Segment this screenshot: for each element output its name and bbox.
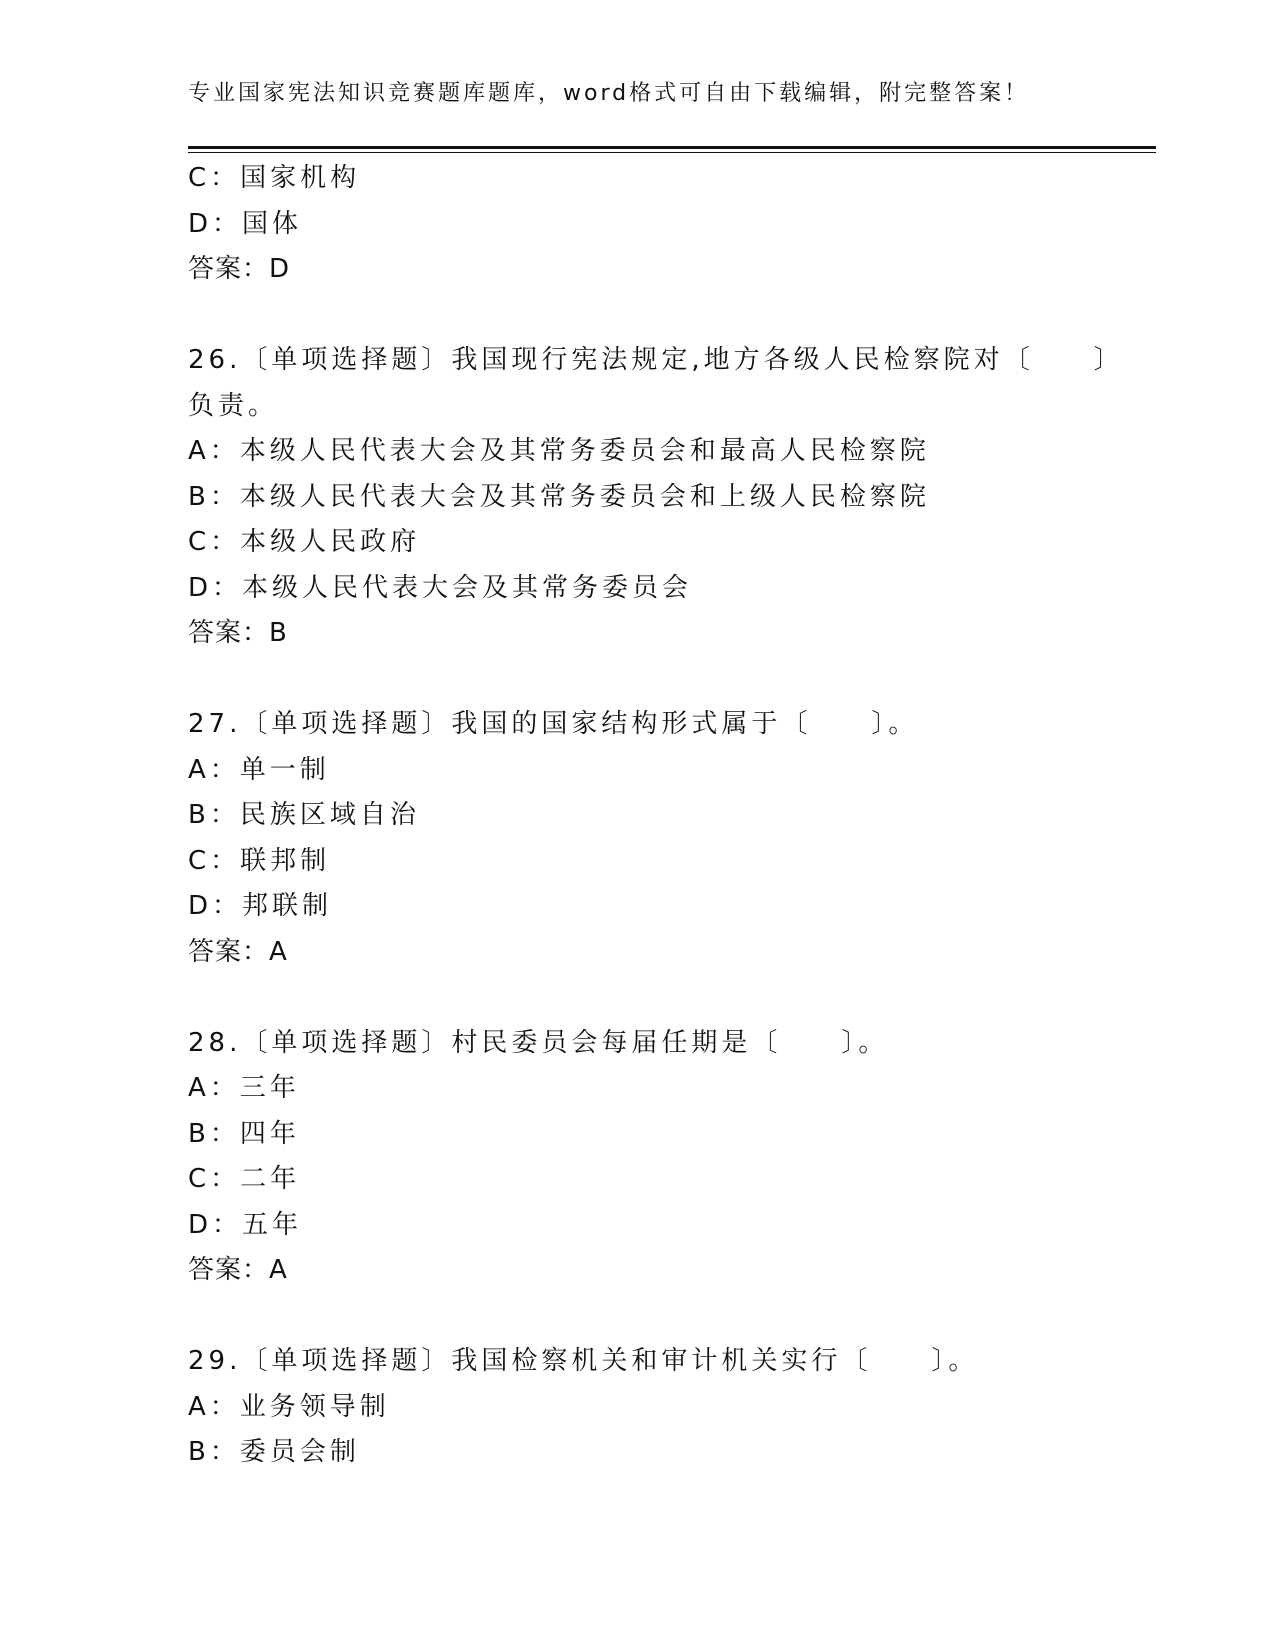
option-d: D：国体 [188,208,303,239]
question-27-stem: 27.〔单项选择题〕我国的国家结构形式属于〔 〕。 [188,709,919,739]
question-28-stem: 28.〔单项选择题〕村民委员会每届任期是〔 〕。 [188,1027,889,1058]
question-29-option-a: A：业务领导制 [188,1391,390,1422]
question-27-answer: 答案：A [188,936,288,967]
question-27-option-c: C：联邦制 [188,845,331,876]
question-28-answer: 答案：A [188,1255,288,1285]
spacer [188,1294,1088,1340]
question-26-option-a: A：本级人民代表大会及其常务委员会和最高人民检察院 [188,436,930,466]
question-26-stem: 26.〔单项选择题〕我国现行宪法规定,地方各级人民检察院对〔 〕 [188,345,1124,375]
question-29-option-b: B：委员会制 [188,1437,360,1467]
question-list [188,156,1124,1476]
question-26-option-c: C：本级人民政府 [188,527,421,557]
question-28-option-b: B：四年 [188,1118,300,1149]
header-rule-thin [188,152,1156,153]
answer: 答案：D [188,254,291,284]
question-26-answer: 答案：B [188,618,288,648]
question-27-option-a: A：单一制 [188,754,330,785]
question-26-option-b: B：本级人民代表大会及其常务委员会和上级人民检察院 [188,481,930,512]
question-28-option-c: C：二年 [188,1164,301,1194]
question-26-option-d: D：本级人民代表大会及其常务委员会 [188,572,693,603]
question-27-option-d: D：邦联制 [188,891,333,921]
question-28-option-d: D：五年 [188,1209,303,1240]
spacer [188,657,1088,703]
question-29-stem: 29.〔单项选择题〕我国检察机关和审计机关实行〔 〕。 [188,1346,979,1376]
question-28-option-a: A：三年 [188,1073,300,1103]
question-27-option-b: B：民族区域自治 [188,800,420,830]
spacer [188,293,1088,339]
page-header: 专业国家宪法知识竞赛题库题库，word格式可自由下载编辑，附完整答案！ [188,81,1030,106]
spacer [188,975,1088,1021]
option-c: C：国家机构 [188,163,361,193]
header-rule-thick [188,146,1156,149]
question-26-stem-cont: 负责。 [188,390,279,421]
